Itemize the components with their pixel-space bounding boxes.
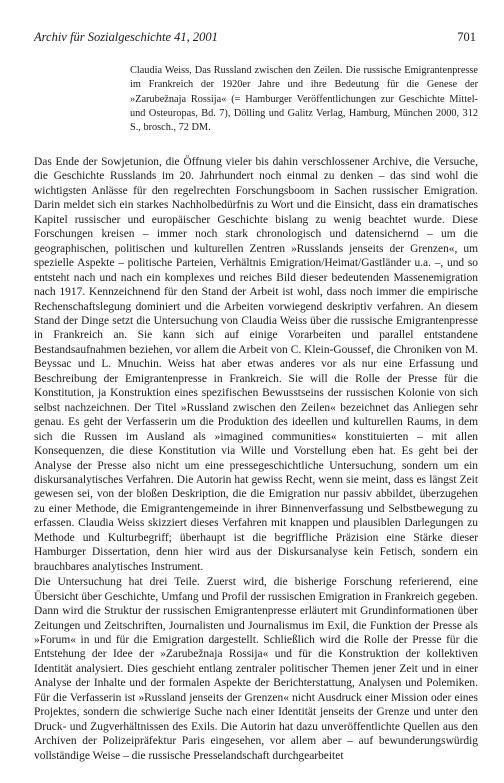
paragraph-1: Das Ende der Sowjetunion, die Öffnung vieler bis dahin verschlossener Archive, die Versuche, die Geschichte Russlands im 20. Jahrhundert noch einmal zu denken – das sind wohl die wichtigsten Anlässe für den regelrechten Forschungsboom in Sachen russischer Emigration. Darin meldet sich ein starkes Nachholbedürfnis zu Wort und die Einsicht, dass ein dramatisches Kapitel russischer und europäischer Geschichte bislang zu wenig beachtet wurde. Diese Forschungen kreisen – immer noch stark chronologisch und datensichernd – um die geographischen, politischen und kulturellen Zentren »Russlands jenseits der Grenzen«, um spezielle Aspekte – politische Parteien, Verhältnis Emigration/Heimat/Gastländer u.a. –, und so entsteht nach und nach ein komplexes und reiches Bild dieser bedeutenden Massenemigration nach 1917. Kennzeichnend für den Stand der Arbeit ist wohl, dass noch immer die empirische Rechenschaftslegung dominiert und die Arbeiten vorwiegend deskriptiv verfahren. An diesem Stand der Dinge setzt die Untersuchung von Claudia Weiss über die russische Emigrantenpresse in Frankreich an. Sie kann sich auf einige Vorarbeiten und parallel entstandene Bestandsaufnahmen beziehen, vor allem die Arbeit von C. Klein-Goussef, die Chroniken von M. Beyssac und L. Mnuchin. Weiss hat aber etwas anderes vor als nur eine Erfassung und Beschreibung der Emigrantenpresse in Frankreich. Sie will die Rolle der Presse für die Konstitution, ja Konstruktion eines spezifischen Bewusstseins der russischen Kolonie von sich selbst nachzeichnen. Der Titel »Russland zwischen den Zeilen« bezeichnet das Anliegen sehr genau. Es geht der Verfasserin um die Produktion des ideellen und kulturellen Raums, in dem sich die Russen im Ausland als »imagined communities« konstituierten – mit allen Konsequenzen, die diese Konstitution via Wille und Vorstellung eben hat. Es geht bei der Analyse der Presse also nicht um eine pressegeschichtliche Untersuchung, sondern um ein diskursanalytisches Verfahren. Die Autorin hat gewiss Recht, wenn sie meint, dass es längst Zeit gewesen sei, von der bloßen Deskription, die die Emigration nur passiv abbildet, überzugehen zu einer Methode, die Emigrantengemeinde in ihrer Binnenverfassung und Selbstbewegung zu erfassen. Claudia Weiss skizziert dieses Verfahren mit knappen und plausiblen Darlegungen zu Methode und Kulturbegriff; überhaupt ist die begriffliche Präzision eine Stärke dieser Hamburger Dissertation, denn hier wird aus der Diskursanalyse kein Fetisch, sondern ein brauchbares analytisches Instrument. — [34, 156, 478, 573]
page-number: 701 — [457, 30, 476, 44]
paragraph-2: Die Untersuchung hat drei Teile. Zuerst wird, die bisherige Forschung referierend, eine Übersicht über Geschichte, Umfang und Profil der russischen Emigration in Frankreich gegeben. Dann wird die Struktur der russischen Emigrantenpresse erläutert mit Grundinformationen über Zeitungen und Zeitschriften, Journalisten und Journalismus im Exil, die Funktion der Presse als »Forum« in und für die Emigration dargestellt. Schließlich wird die Rolle der Presse für die Entstehung der Idee der »Zarubežnaja Rossija« und für die Konstruktion der kollektiven Identität analysiert. Dies geschieht entlang zentraler politischer Themen jener Zeit und in einer Analyse der Inhalte und der formalen Aspekte der Berichterstattung, Analysen und Polemiken. Für die Verfasserin ist »Russland jenseits der Grenzen« nicht Ausdruck einer Mission oder eines Projektes, sondern die schwierige Suche nach einer Identität jenseits der Grenze und unter den Druck- und Zugverhältnissen des Exils. Die Autorin hat dazu unveröffentlichte Quellen aus den Archiven der Polizeipräfektur Paris eingesehen, vor allem aber – auf bewunderungswürdig vollständige Weise – die russische Presselandschaft durchgearbeitet — [34, 576, 478, 762]
book-citation: Claudia Weiss, Das Russland zwischen den Zeilen. Die russische Emigrantenpresse im Frankreich der 1920er Jahre und ihre Bedeutung für die Genese der »Zarubežnaja Rossija« (= Hamburger Veröffentlichungen zur Geschichte Mittel- und Osteuropas, Bd. 7), Dölling und Galitz Verlag, Hamburg, München 2000, 312 S., brosch., 72 DM. — [130, 65, 478, 134]
running-header — [34, 30, 476, 45]
review-body — [34, 155, 478, 763]
journal-title: Archiv für Sozialgeschichte 41, 2001 — [34, 30, 218, 44]
